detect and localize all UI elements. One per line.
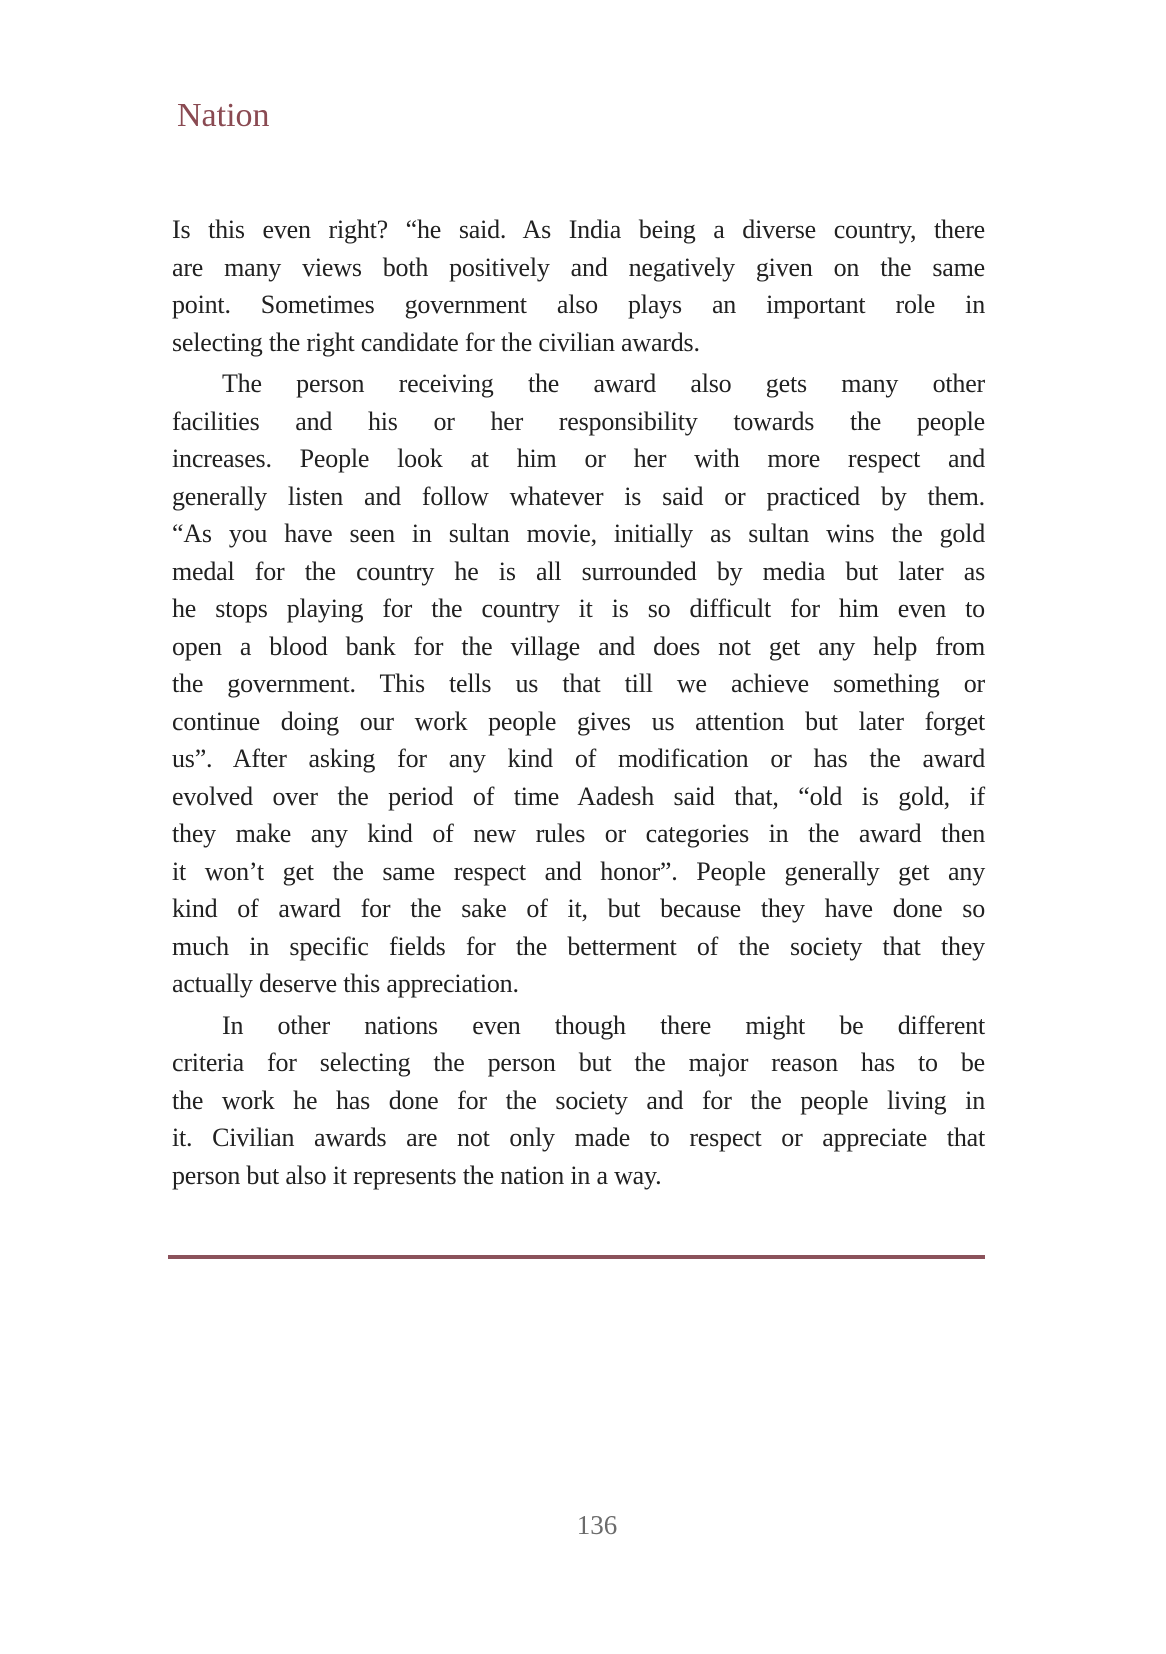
text-line: actually deserve this appreciation. [172, 969, 519, 998]
text-line: the government. This tells us that till we achieve something or [172, 669, 985, 698]
text-line: open a blood bank for the village and does not get any help from [172, 631, 985, 661]
text-line: The person receiving the award also gets many other [222, 369, 985, 398]
text-line: us”. After asking for any kind of modification or has the award [172, 744, 985, 773]
chapter-header: Nation [177, 97, 270, 134]
text-line: generally listen and follow whatever is said or practiced by them. [172, 481, 985, 511]
section-divider-rule [168, 1255, 985, 1259]
paragraph [172, 211, 985, 361]
text-line: he stops playing for the country it is so difficult for him even to [172, 594, 985, 623]
text-line: it won’t get the same respect and honor”. People generally get any [172, 856, 985, 886]
text-line: the work he has done for the society and for the people living in [172, 1085, 985, 1115]
page-number: 136 [576, 1510, 618, 1540]
text-line: criteria for selecting the person but the major reason has to be [172, 1048, 985, 1077]
text-line: facilities and his or her responsibility towards the people [172, 406, 985, 436]
paragraph [172, 1007, 985, 1195]
text-line: continue doing our work people gives us attention but later forget [172, 706, 985, 736]
text-line: kind of award for the sake of it, but because they have done so [172, 894, 985, 923]
text-line: medal for the country he is all surrounded by media but later as [172, 556, 985, 586]
text-line: Is this even right? “he said. As India being a diverse country, there [172, 215, 985, 244]
text-line: In other nations even though there might be different [222, 1010, 985, 1040]
text-line: person but also it represents the nation in a way. [172, 1160, 662, 1190]
body-text [172, 211, 985, 1194]
text-line: it. Civilian awards are not only made to respect or appreciate that [172, 1123, 985, 1152]
text-line: evolved over the period of time Aadesh said that, “old is gold, if [172, 781, 985, 811]
text-line: are many views both positively and negatively given on the same [172, 252, 985, 282]
text-line: increases. People look at him or her with more respect and [172, 444, 985, 473]
text-line: point. Sometimes government also plays an important role in [172, 290, 985, 319]
text-line: “As you have seen in sultan movie, initially as sultan wins the gold [172, 519, 985, 548]
paragraph [172, 365, 985, 1003]
text-line: they make any kind of new rules or categories in the award then [172, 819, 985, 848]
text-line: selecting the right candidate for the civilian awards. [172, 327, 700, 357]
text-line: much in specific fields for the betterment of the society that they [172, 931, 985, 961]
